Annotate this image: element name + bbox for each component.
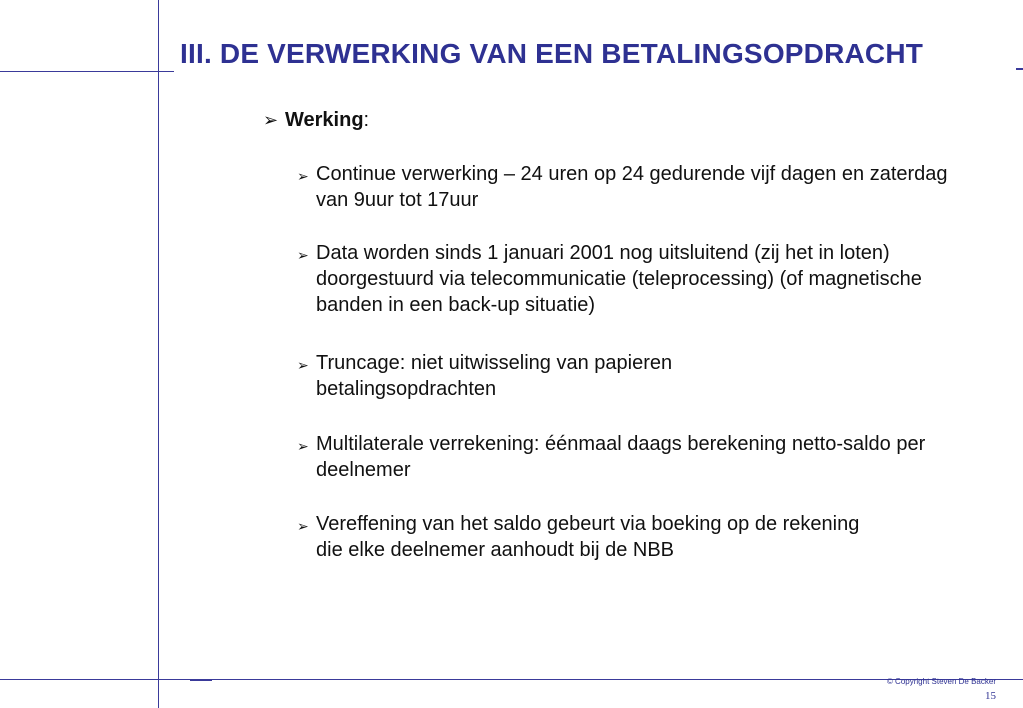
top-left-horizontal-rule	[0, 71, 174, 72]
bullet-text: Continue verwerking – 24 uren op 24 gedurende vijf dagen en zaterdag van 9uur tot 17uur	[316, 163, 948, 211]
left-vertical-rule	[158, 0, 159, 708]
main-point	[263, 108, 369, 132]
main-point-label: Werking	[285, 109, 364, 131]
arrowhead-bullet-icon: ➢	[297, 518, 309, 534]
arrowhead-bullet-icon: ➢	[297, 438, 309, 454]
bullet-item	[297, 431, 947, 483]
arrowhead-bullet-icon: ➢	[263, 110, 279, 130]
bullet-item	[297, 511, 887, 563]
bullet-text: Multilaterale verrekening: éénmaal daags berekening netto-saldo per deelnemer	[316, 433, 926, 481]
bullet-item	[297, 350, 767, 402]
bullet-text: Vereffening van het saldo gebeurt via boeking op de rekening die elke deelnemer aanhoudt bij de NBB	[316, 513, 860, 561]
main-point-suffix: :	[363, 109, 370, 131]
bullet-item	[297, 161, 957, 213]
bullet-text: Data worden sinds 1 januari 2001 nog uitsluitend (zij het in loten) doorgestuurd via telecommunicatie (teleprocessing) (of magnetische banden in een back-up situatie)	[316, 242, 922, 316]
arrowhead-bullet-icon: ➢	[297, 357, 309, 373]
footer-copyright: © Copyright Steven De Backer	[886, 677, 996, 686]
arrowhead-bullet-icon: ➢	[297, 247, 309, 263]
title-rule-end-mark	[1016, 68, 1023, 70]
footer-rule-mark	[190, 679, 212, 681]
bullet-item	[297, 240, 937, 318]
bullet-text: Truncage: niet uitwisseling van papieren betalingsopdrachten	[316, 352, 673, 400]
slide-title: III. DE VERWERKING VAN EEN BETALINGSOPDRACHT	[180, 38, 924, 69]
arrowhead-bullet-icon: ➢	[297, 168, 309, 184]
footer-horizontal-rule	[0, 679, 1023, 680]
page-number: 15	[985, 690, 996, 702]
